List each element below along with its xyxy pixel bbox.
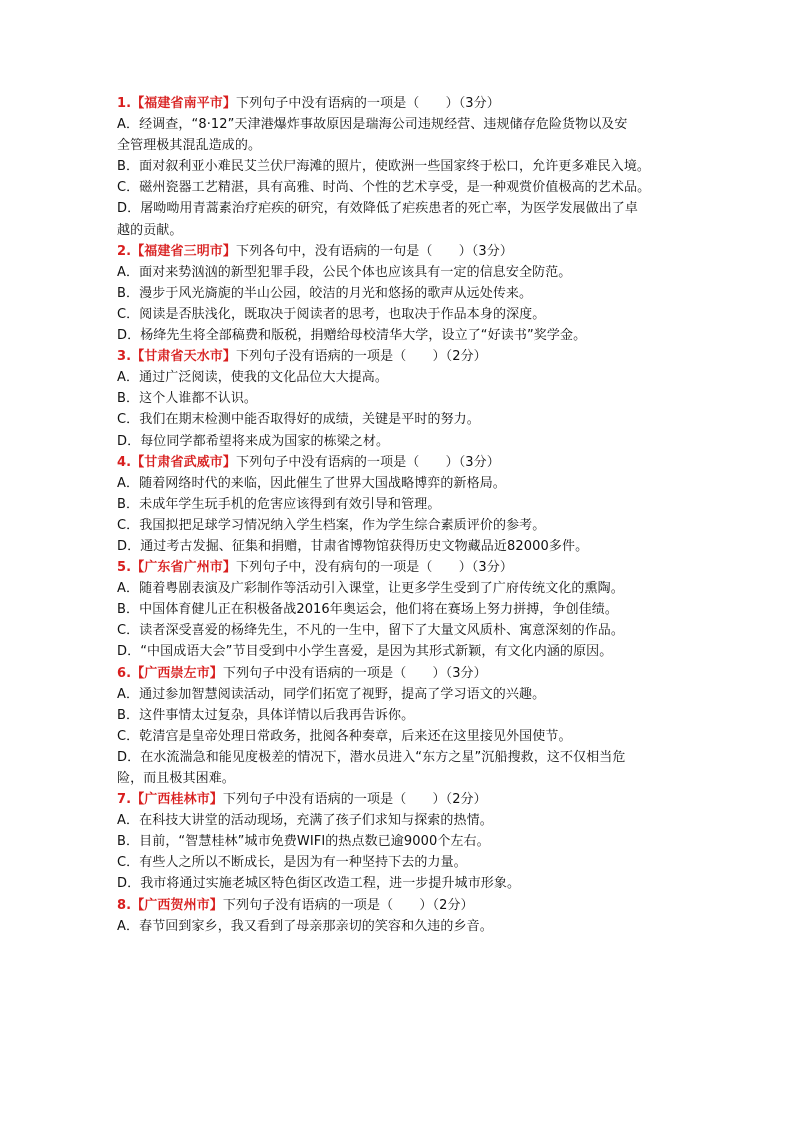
- option-line: C．我国拟把足球学习情况纳入学生档案，作为学生综合素质评价的参考。: [117, 517, 546, 533]
- question-heading: [117, 95, 677, 112]
- question-stem: 下列句子中没有语病的一项是（ ）（3分）: [236, 454, 500, 470]
- question-stem: 下列句子没有语病的一项是（ ）（2分）: [222, 897, 474, 913]
- option-line: B．面对叙利亚小难民艾兰伏尸海滩的照片，使欧洲一些国家终于松口，允许更多难民入境。: [117, 159, 651, 175]
- question-heading: [117, 897, 677, 914]
- option-line: 全管理极其混乱造成的。: [117, 138, 262, 154]
- option-line: C．我们在期末检测中能否取得好的成绩，关键是平时的努力。: [117, 412, 480, 428]
- option-line: B．中国体育健儿正在积极备战2016年奥运会，他们将在赛场上努力拼搏，争创佳绩。: [117, 602, 619, 618]
- option-line: C．阅读是否肤浅化，既取决于阅读者的思考，也取决于作品本身的深度。: [117, 306, 546, 322]
- question-4: [117, 454, 677, 555]
- option-line: D．我市将通过实施老城区特色街区改造工程，进一步提升城市形象。: [117, 876, 521, 892]
- question-heading: [117, 454, 677, 471]
- question-stem: 下列句子中，没有病句的一项是（ ）（3分）: [236, 560, 513, 576]
- option-line: A．随着粤剧表演及广彩制作等活动引入课堂，让更多学生受到了广府传统文化的熏陶。: [117, 581, 624, 597]
- option-line: D．杨绛先生将全部稿费和版税，捐赠给母校清华大学，设立了“好读书”奖学金。: [117, 328, 587, 344]
- question-source: 【福建省三明市】: [131, 243, 236, 259]
- option-line: D．“中国成语大会”节目受到中小学生喜爱，是因为其形式新颖，有文化内涵的原因。: [117, 644, 613, 660]
- question-2: [117, 243, 677, 344]
- question-stem: 下列句子没有语病的一项是（ ）（2分）: [236, 349, 487, 365]
- option-line: B．未成年学生玩手机的危害应该得到有效引导和管理。: [117, 496, 441, 512]
- question-heading: [117, 348, 677, 365]
- option-line: D．在水流湍急和能见度极差的情况下，潜水员进入“东方之星”沉船搜救，这不仅相当危: [117, 749, 626, 765]
- question-number: 8.: [117, 897, 132, 913]
- question-stem: 下列句子中没有语病的一项是（ ）（3分）: [236, 96, 500, 111]
- question-8: [117, 897, 677, 935]
- question-heading: [117, 559, 677, 576]
- question-source: 【广西崇左市】: [131, 665, 223, 681]
- question-source: 【广东省广州市】: [131, 560, 236, 576]
- question-number: 4.: [117, 454, 132, 470]
- option-line: A．春节回到家乡，我又看到了母亲那亲切的笑容和久违的乡音。: [117, 918, 493, 934]
- question-number: 5.: [117, 560, 132, 576]
- question-1: [117, 95, 677, 239]
- option-line: D．通过考古发掘、征集和捐赠，甘肃省博物馆获得历史文物藏品近82000多件。: [117, 538, 589, 554]
- question-heading: [117, 665, 677, 682]
- option-line: C．有些人之所以不断成长，是因为有一种坚持下去的力量。: [117, 855, 467, 871]
- option-line: C．乾清宫是皇帝处理日常政务，批阅各种奏章，后来还在这里接见外国使节。: [117, 728, 572, 744]
- option-line: B．这个人谁都不认识。: [117, 391, 258, 407]
- option-line: A．在科技大讲堂的活动现场，充满了孩子们求知与探索的热情。: [117, 813, 493, 829]
- option-line: 险，而且极其困难。: [117, 771, 235, 786]
- question-number: 6.: [117, 665, 132, 681]
- question-7: [117, 791, 677, 892]
- option-line: D．每位同学都希望将来成为国家的栋梁之材。: [117, 433, 390, 449]
- option-line: A．经调查，“8·12”天津港爆炸事故原因是瑞海公司违规经营、违规储存危险货物以及安: [117, 117, 628, 133]
- question-heading: [117, 791, 677, 808]
- question-source: 【福建省南平市】: [131, 96, 236, 111]
- question-number: 7.: [117, 792, 132, 808]
- option-line: C．磁州瓷器工艺精湛，具有高雅、时尚、个性的艺术享受，是一种观赏价值极高的艺术品。: [117, 180, 651, 196]
- option-line: A．随着网络时代的来临，因此催生了世界大国战略博弈的新格局。: [117, 475, 506, 491]
- question-3: [117, 348, 677, 449]
- question-number: 1.: [117, 96, 132, 111]
- option-line: B．目前，“智慧桂林”城市免费WIFI的热点数已逾9000个左右。: [117, 834, 490, 850]
- question-stem: 下列句子中没有语病的一项是（ ）（2分）: [222, 792, 487, 808]
- question-number: 3.: [117, 349, 132, 365]
- option-line: D．屠呦呦用青蒿素治疗疟疾的研究，有效降低了疟疾患者的死亡率，为医学发展做出了卓: [117, 201, 639, 217]
- option-line: A．通过参加智慧阅读活动，同学们拓宽了视野，提高了学习语文的兴趣。: [117, 686, 546, 702]
- option-line: A．面对来势汹汹的新型犯罪手段，公民个体也应该具有一定的信息安全防范。: [117, 264, 572, 280]
- question-5: [117, 559, 677, 660]
- option-line: 越的贡献。: [117, 222, 183, 238]
- question-heading: [117, 243, 677, 260]
- question-source: 【甘肃省天水市】: [131, 349, 236, 365]
- option-line: B．漫步于风光旖旎的半山公园，皎洁的月光和悠扬的歌声从远处传来。: [117, 285, 533, 301]
- option-line: B．这件事情太过复杂，具体详情以后我再告诉你。: [117, 707, 415, 723]
- question-source: 【广西桂林市】: [131, 792, 223, 808]
- question-stem: 下列各句中，没有语病的一句是（ ）（3分）: [236, 243, 513, 259]
- question-6: [117, 665, 677, 787]
- exam-page: [117, 95, 677, 939]
- question-source: 【甘肃省武威市】: [131, 454, 236, 470]
- question-stem: 下列句子中没有语病的一项是（ ）（3分）: [222, 665, 487, 681]
- question-source: 【广西贺州市】: [131, 897, 223, 913]
- option-line: A．通过广泛阅读，使我的文化品位大大提高。: [117, 370, 388, 386]
- option-line: C．读者深受喜爱的杨绛先生，不凡的一生中，留下了大量文风质朴、寓意深刻的作品。: [117, 623, 624, 639]
- question-number: 2.: [117, 243, 132, 259]
